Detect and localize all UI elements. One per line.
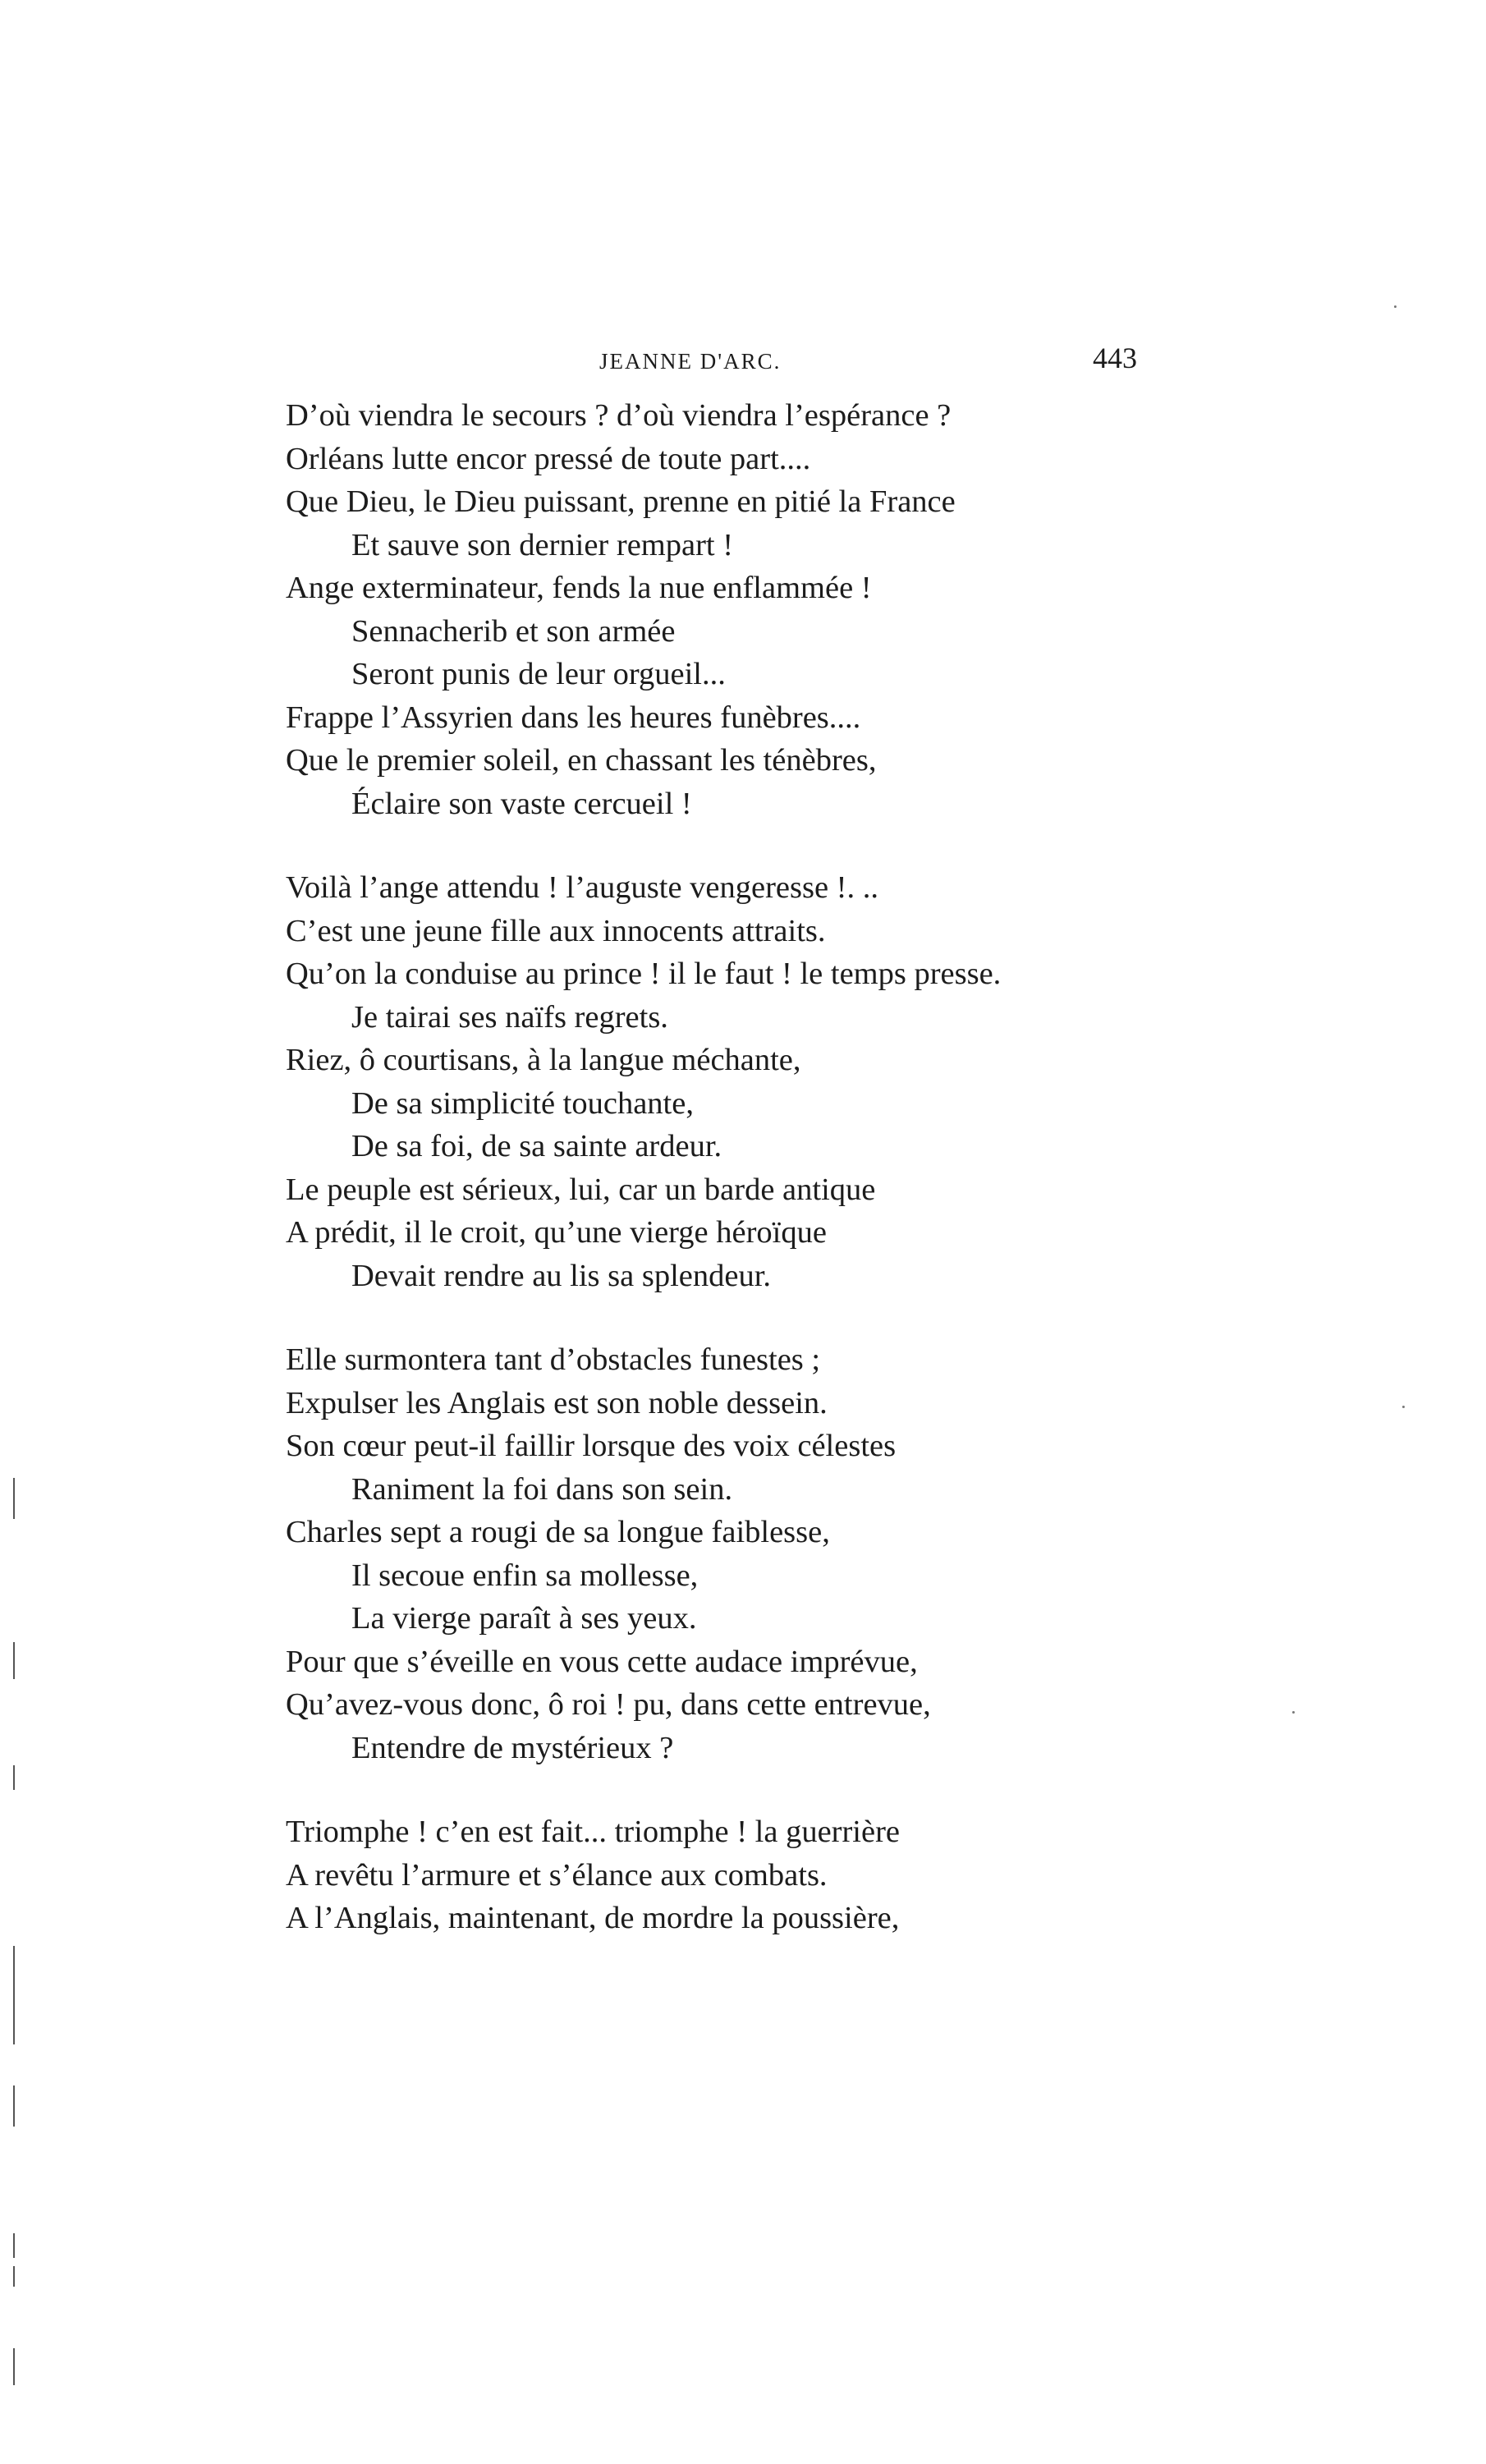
stanza bbox=[286, 1338, 1148, 1769]
verse-line-indented: Et sauve son dernier rempart ! bbox=[351, 527, 734, 562]
verse-line: Le peuple est sérieux, lui, car un barde antique bbox=[286, 1172, 876, 1207]
verse-line: D’où viendra le secours ? d’où viendra l’espérance ? bbox=[286, 398, 952, 433]
verse-line-indented: Il secoue enfin sa mollesse, bbox=[351, 1558, 699, 1593]
verse-line-indented: Seront punis de leur orgueil... bbox=[351, 657, 726, 691]
verse-line-indented: La vierge paraît à ses yeux. bbox=[351, 1601, 697, 1636]
verse-line: Que Dieu, le Dieu puissant, prenne en pitié la France bbox=[286, 484, 956, 519]
verse-line: Frappe l’Assyrien dans les heures funèbres.... bbox=[286, 700, 861, 735]
verse-line: Voilà l’ange attendu ! l’auguste vengeresse !. .. bbox=[286, 870, 878, 905]
scan-margin-mark bbox=[13, 1946, 15, 2012]
page-number: 443 bbox=[1093, 342, 1137, 374]
verse-line-indented: Éclaire son vaste cercueil ! bbox=[351, 786, 692, 821]
verse-line: Riez, ô courtisans, à la langue méchante, bbox=[286, 1043, 801, 1077]
verse-line-indented: De sa simplicité touchante, bbox=[351, 1085, 694, 1121]
verse-line: A revêtu l’armure et s’élance aux combats. bbox=[286, 1857, 828, 1893]
stanza bbox=[286, 394, 1148, 825]
scan-speck bbox=[1394, 305, 1397, 308]
verse-line-indented: Je tairai ses naïfs regrets. bbox=[351, 999, 668, 1035]
scan-margin-mark bbox=[13, 2085, 15, 2127]
verse-line: Qu’avez-vous donc, ô roi ! pu, dans cette entrevue, bbox=[286, 1687, 931, 1722]
verse-line: Elle surmontera tant d’obstacles funestes ; bbox=[286, 1342, 821, 1377]
verse-line: Orléans lutte encor pressé de toute part.... bbox=[286, 441, 811, 476]
stanza bbox=[286, 1810, 1148, 1940]
scan-speck bbox=[1402, 1406, 1405, 1408]
verse-line: C’est une jeune fille aux innocents attraits. bbox=[286, 913, 826, 948]
verse-line-indented: Devait rendre au lis sa splendeur. bbox=[351, 1258, 772, 1293]
verse-line: A l’Anglais, maintenant, de mordre la poussière, bbox=[286, 1901, 900, 1935]
verse-line: Triomphe ! c’en est fait... triomphe ! la guerrière bbox=[286, 1815, 901, 1849]
verse-line: A prédit, il le croit, qu’une vierge héroïque bbox=[286, 1215, 827, 1250]
verse-line: Charles sept a rougi de sa longue faiblesse, bbox=[286, 1515, 830, 1549]
verse-line-indented: Entendre de mystérieux ? bbox=[351, 1730, 674, 1765]
verse-line: Son cœur peut-il faillir lorsque des voix célestes bbox=[286, 1429, 897, 1463]
scan-margin-mark bbox=[13, 1765, 15, 1790]
scan-margin-mark bbox=[13, 2348, 15, 2385]
verse-line: Pour que s’éveille en vous cette audace imprévue, bbox=[286, 1644, 918, 1679]
verse-line-indented: De sa foi, de sa sainte ardeur. bbox=[351, 1129, 722, 1163]
scan-margin-mark bbox=[13, 1478, 15, 1519]
verse-line-indented: Raniment la foi dans son sein. bbox=[351, 1471, 733, 1507]
scan-margin-mark bbox=[13, 2012, 15, 2044]
verse-line: Expulser les Anglais est son noble dessein. bbox=[286, 1385, 828, 1420]
verse-line: Que le premier soleil, en chassant les ténèbres, bbox=[286, 743, 877, 778]
scan-margin-mark bbox=[13, 1642, 15, 1679]
running-title: JEANNE D'ARC. bbox=[599, 349, 782, 374]
running-header bbox=[279, 341, 1137, 390]
verse-line: Qu’on la conduise au prince ! il le faut ! le temps presse. bbox=[286, 957, 1002, 991]
scan-speck bbox=[1292, 1711, 1295, 1714]
verse-line-indented: Sennacherib et son armée bbox=[351, 613, 676, 649]
stanza bbox=[286, 866, 1148, 1297]
scan-margin-mark bbox=[13, 2266, 15, 2287]
verse-line: Ange exterminateur, fends la nue enflammée ! bbox=[286, 571, 872, 605]
poem bbox=[286, 394, 1148, 1981]
scan-margin-mark bbox=[13, 2233, 15, 2258]
